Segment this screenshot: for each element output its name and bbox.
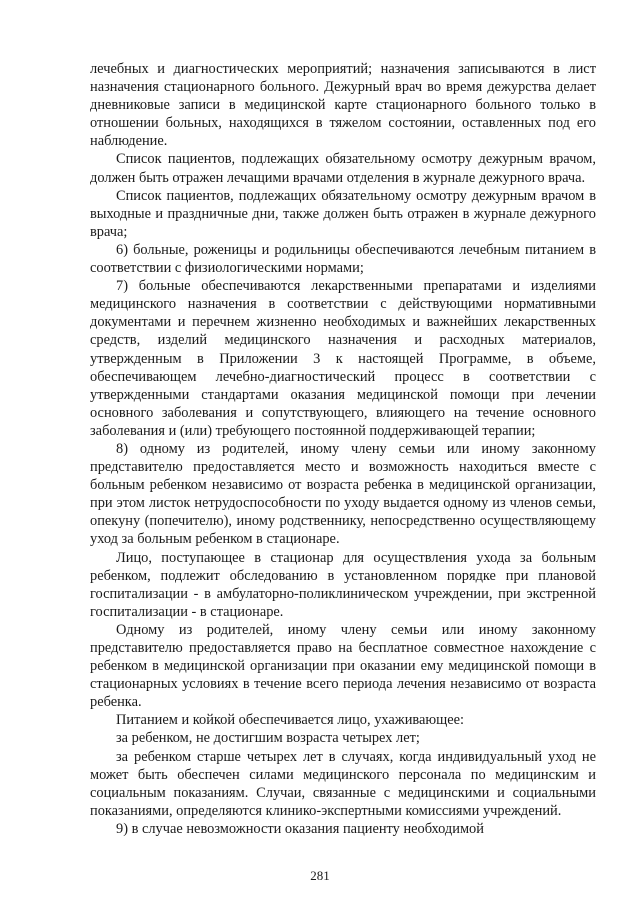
paragraph: Одному из родителей, иному члену семьи или иному законному представителю предоставляется право на бесплатное совместное нахождение с ребенком в медицинской организации при оказании ему медицинской помощи в стационарных условиях в течение всего периода лечения независимо от возраста ребенка. [90, 621, 596, 711]
paragraph: 8) одному из родителей, иному члену семьи или иному законному представителю предоставляется место и возможность находиться вместе с больным ребенком независимо от возраста ребенка в медицинской организации, при этом листок нетрудоспособности по уходу выдается одному из членов семьи, опекуну (попечителю), иному родственнику, непосредственно осуществляющему уход за больным ребенком в стационаре. [90, 440, 596, 548]
body-text [90, 60, 596, 838]
paragraph: Питанием и койкой обеспечивается лицо, ухаживающее: [116, 712, 465, 729]
paragraph: Список пациентов, подлежащих обязательному осмотру дежурным врачом в выходные и праздничные дни, также должен быть отражен в журнале дежурного врача; [90, 187, 596, 240]
paragraph: Список пациентов, подлежащих обязательному осмотру дежурным врачом, должен быть отражен лечащими врачами отделения в журнале дежурного врача. [90, 151, 596, 186]
paragraph: за ребенком старше четырех лет в случаях, когда индивидуальный уход не может быть обеспечен силами медицинского персонала по медицинским и социальным показаниям. Случаи, связанные с медицинскими и социальными показаниями, определяются клинико-экспертными комиссиями учреждений. [90, 748, 596, 819]
paragraph: 9) в случае невозможности оказания пациенту необходимой [116, 820, 484, 837]
paragraph: 6) больные, роженицы и родильницы обеспечиваются лечебным питанием в соответствии с физиологическими нормами; [90, 241, 596, 277]
paragraph-continuation: лечебных и диагностических мероприятий; назначения записываются в лист назначения стационарного больного. Дежурный врач во время дежурства делает дневниковые записи в медицинской карте стационарного больного только в отношении больных, находящихся в тяжелом состоянии, оставленных под его наблюдение. [90, 61, 596, 150]
paragraph: 7) больные обеспечиваются лекарственными препаратами и изделиями медицинского назначения в соответствии с действующими нормативными документами и перечнем жизненно необходимых и важнейших лекарственных средств, изделий медицинского назначения и расходных материалов, утвержденным в Приложении 3 к настоящей Программе, в объеме, обеспечивающем лечебно-диагностический процесс в соответствии с утвержденными стандартами оказания медицинской помощи при лечении основного заболевания и сопутствующего, влияющего на течение основного заболевания и (или) требующего постоянной поддерживающей терапии; [90, 278, 596, 439]
paragraph: за ребенком, не достигшим возраста четырех лет; [116, 730, 420, 747]
page-number: 281 [310, 868, 330, 883]
paragraph: Лицо, поступающее в стационар для осуществления ухода за больным ребенком, подлежит обследованию в установленном порядке при плановой госпитализации - в амбулаторно-поликлиническом учреждении, при экстренной госпитализации - в стационаре. [90, 549, 596, 620]
